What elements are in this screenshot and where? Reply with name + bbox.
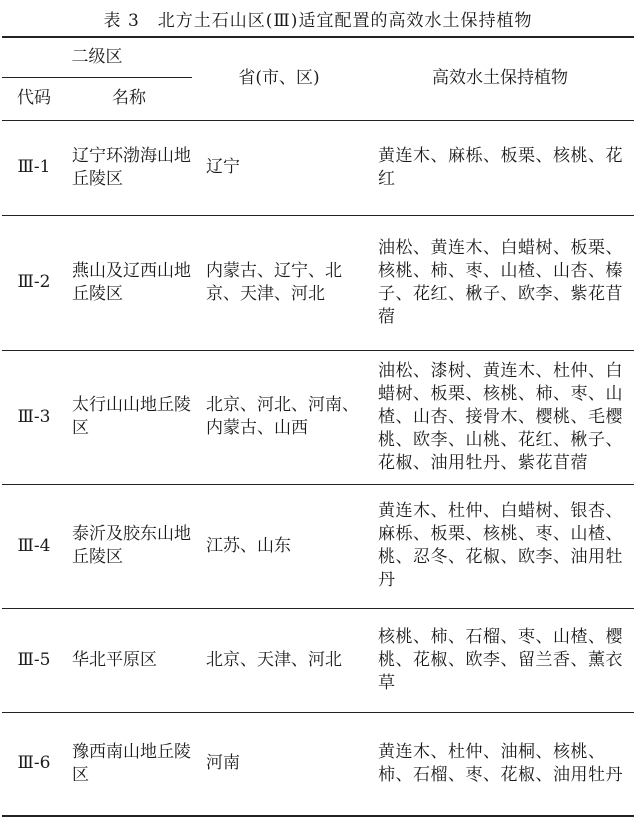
plant-table xyxy=(2,36,634,817)
row-name: 华北平原区 xyxy=(72,649,157,670)
row-code: Ⅲ-1 xyxy=(2,120,66,215)
row-name: 太行山山地丘陵区 xyxy=(72,395,191,438)
table-row xyxy=(2,215,634,350)
table-row xyxy=(2,484,634,608)
table-number: 表 3 xyxy=(103,11,140,31)
row-province: 北京、河北、河南、内蒙古、山西 xyxy=(206,395,359,438)
row-plants: 黄连木、杜仲、油桐、核桃、柿、石榴、枣、花椒、油用牡丹 xyxy=(378,741,623,785)
table-title: 北方土石山区(Ⅲ)适宜配置的高效水土保持植物 xyxy=(157,11,533,31)
row-code: Ⅲ-2 xyxy=(2,215,66,350)
row-province: 河南 xyxy=(206,753,240,774)
row-plants: 核桃、柿、石榴、枣、山楂、樱桃、花椒、欧李、留兰香、薰衣草 xyxy=(378,626,623,693)
row-province: 江苏、山东 xyxy=(206,535,291,556)
row-province: 北京、天津、河北 xyxy=(206,649,342,670)
table-row xyxy=(2,712,634,816)
header-name: 名称 xyxy=(66,77,192,120)
row-name: 豫西南山地丘陵区 xyxy=(72,741,191,785)
row-code: Ⅲ-6 xyxy=(2,712,66,816)
header-province: 省(市、区) xyxy=(192,37,366,120)
row-province: 内蒙古、辽宁、北京、天津、河北 xyxy=(206,260,342,304)
row-plants: 黄连木、杜仲、白蜡树、银杏、麻栎、板栗、核桃、枣、山楂、桃、忍冬、花椒、欧李、油用牡丹 xyxy=(378,501,623,590)
row-code: Ⅲ-4 xyxy=(2,484,66,608)
row-name: 燕山及辽西山地丘陵区 xyxy=(72,260,191,304)
header-secondary-region: 二级区 xyxy=(2,37,192,77)
row-name: 辽宁环渤海山地丘陵区 xyxy=(72,145,191,189)
row-code: Ⅲ-3 xyxy=(2,350,66,484)
table-caption xyxy=(0,6,636,31)
row-plants: 黄连木、麻栎、板栗、核桃、花红 xyxy=(378,145,623,189)
header-plants: 高效水土保持植物 xyxy=(366,37,634,120)
table-row xyxy=(2,350,634,484)
row-code: Ⅲ-5 xyxy=(2,608,66,712)
table-row xyxy=(2,120,634,215)
row-plants: 油松、漆树、黄连木、杜仲、白蜡树、板栗、核桃、柿、枣、山楂、山杏、接骨木、樱桃、毛樱桃、欧李、山桃、花红、楸子、花椒、油用牡丹、紫花苜蓿 xyxy=(378,360,623,473)
header-code: 代码 xyxy=(2,77,66,120)
row-province: 辽宁 xyxy=(206,157,240,177)
row-plants: 油松、黄连木、白蜡树、板栗、核桃、柿、枣、山楂、山杏、榛子、花红、楸子、欧李、紫花苜蓿 xyxy=(378,237,623,327)
row-name: 泰沂及胶东山地丘陵区 xyxy=(72,524,191,567)
table-row xyxy=(2,608,634,712)
